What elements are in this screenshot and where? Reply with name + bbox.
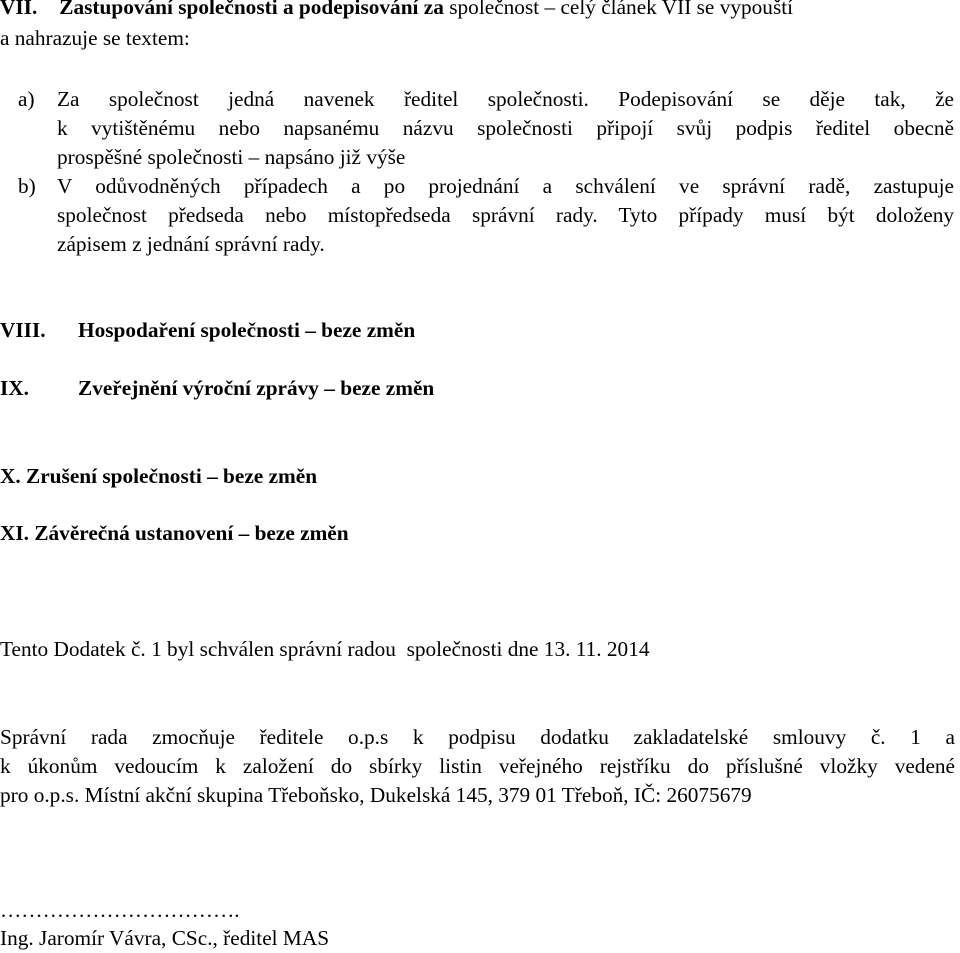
signatory-name: Ing. Jaromír Vávra, CSc., ředitel MAS xyxy=(0,926,330,950)
section-xi-heading: XI. Závěrečná ustanovení – beze změn xyxy=(0,521,349,545)
item-b-line-2: společnost předseda nebo místopředseda správní rady. Tyto případy musí být doloženy xyxy=(57,203,954,227)
approval-statement: Tento Dodatek č. 1 byl schválen správní radou společnosti dne 13. 11. 2014 xyxy=(0,637,650,661)
authorization-line-1: Správní rada zmocňuje ředitele o.p.s k podpisu dodatku zakladatelské smlouvy č. 1 a xyxy=(0,725,955,749)
authorization-line-3: pro o.p.s. Místní akční skupina Třeboňsko, Dukelská 145, 379 01 Třeboň, IČ: 26075679 xyxy=(0,783,752,807)
item-b-marker: b) xyxy=(18,174,36,198)
item-a-marker: a) xyxy=(18,87,35,111)
item-b-line-3: zápisem z jednání správní rady. xyxy=(57,232,325,256)
signature-line: ……………………………. xyxy=(0,898,240,922)
item-a-line-3: prospěšné společnosti – napsáno již výše xyxy=(57,145,406,169)
item-a-line-2: k vytištěnému nebo napsanému názvu společnosti připojí svůj podpis ředitel obecně xyxy=(57,116,954,140)
section-viii-number: VIII. xyxy=(0,318,46,342)
item-b-line-1: V odůvodněných případech a po projednání a schválení ve správní radě, zastupuje xyxy=(57,174,954,198)
section-vii-heading xyxy=(0,0,793,22)
section-vii-subtitle: a nahrazuje se textem: xyxy=(0,26,190,50)
section-ix-title: Zveřejnění výroční zprávy – beze změn xyxy=(78,376,435,400)
section-vii-title-rest: společnost – celý článek VII se vypouští xyxy=(449,0,794,19)
authorization-line-2: k úkonům vedoucím k založení do sbírky listin veřejného rejstříku do příslušné vložky vedené xyxy=(0,754,955,778)
section-viii-title: Hospodaření společnosti – beze změn xyxy=(78,318,416,342)
section-ix-number: IX. xyxy=(0,376,29,400)
section-vii-number: VII. xyxy=(0,0,38,19)
section-vii-title-bold: Zastupování společnosti a podepisování za xyxy=(59,0,444,19)
section-x-heading: X. Zrušení společnosti – beze změn xyxy=(0,464,318,488)
item-a-line-1: Za společnost jedná navenek ředitel společnosti. Podepisování se děje tak, že xyxy=(57,87,954,111)
